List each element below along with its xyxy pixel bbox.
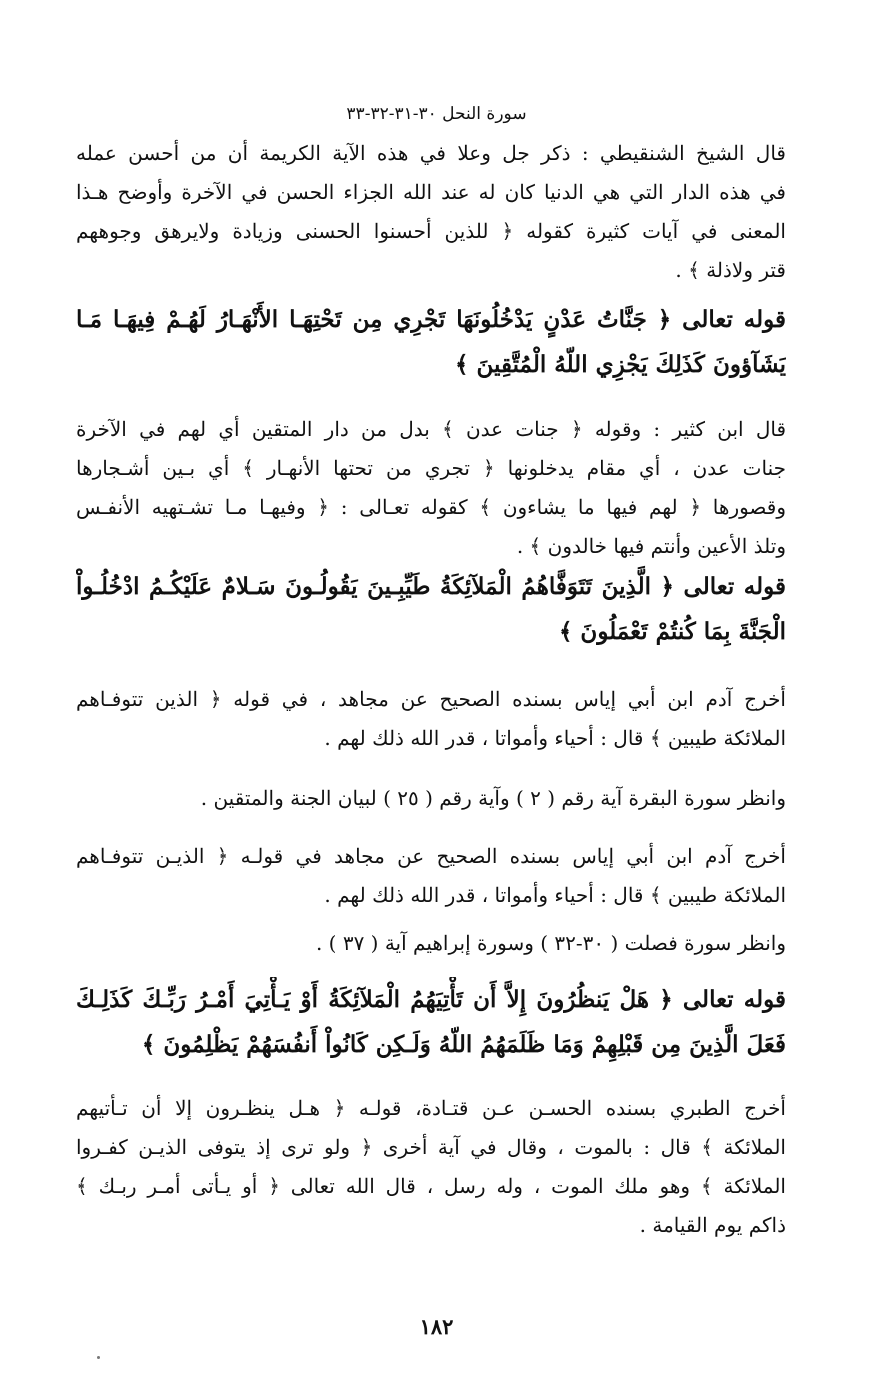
text-line: أخرج آدم ابن أبي إياس بسنده الصحيح عن مجاهد في قولـه ﴿ الذيـن تتوفـاهم <box>76 844 786 868</box>
verse-block <box>76 977 786 1067</box>
speck <box>97 1356 100 1359</box>
verse-block <box>76 564 786 654</box>
text-line: قال ابن كثير : وقوله ﴿ جنات عدن ﴾ بدل من دار المتقين أي لهم في الآخرة <box>76 417 786 441</box>
text-line: المعنى في آيات كثيرة كقوله ﴿ للذين أحسنوا الحسنى وزيادة ولايرهق وجوههم <box>76 219 786 243</box>
verse-line: قوله تعالى ﴿ الَّذِينَ تَتَوَفَّاهُمُ الْمَلآئِكَةُ طَيِّبِـينَ يَقُولُـونَ سَـلامٌ عَلَيْكُـمُ ادْخُلُـواْ <box>76 573 786 600</box>
running-header: سورة النحل ٣٠-٣١-٣٢-٣٣ <box>346 104 527 124</box>
text-line: ذاكم يوم القيامة . <box>639 1213 786 1237</box>
text-line: الملائكة ﴾ وهو ملك الموت ، وله رسل ، قال الله تعالى ﴿ أو يـأتى أمـر ربـك ﴾ <box>76 1174 786 1198</box>
text-line: قال الشيخ الشنقيطي : ذكر جل وعلا في هذه الآية الكريمة أن من أحسن عمله <box>76 141 786 165</box>
text-line: في هذه الدار التي هي الدنيا كان له عند الله الجزاء الحسن في الآخرة وأوضح هـذا <box>76 180 786 204</box>
text-line: الملائكة طيبين ﴾ قال : أحياء وأمواتا ، قدر الله ذلك لهم . <box>324 883 786 907</box>
text-line: وقصورها ﴿ لهم فيها ما يشاءون ﴾ كقوله تعـالى : ﴿ وفيهـا مـا تشـتهيه الأنفـس <box>76 495 786 519</box>
text-line: قتر ولاذلة ﴾ . <box>675 258 786 282</box>
text-line: وانظر سورة البقرة آية رقم ( ٢ ) وآية رقم ( ٢٥ ) لبيان الجنة والمتقين . <box>200 786 786 810</box>
verse-line: قوله تعالى ﴿ جَنَّاتُ عَدْنٍ يَدْخُلُونَهَا تَجْرِي مِن تَحْتِهَـا الأَنْهَـارُ لَهُـمْ فِيهَـا مَـا <box>76 306 786 333</box>
text-line: الملائكة طيبين ﴾ قال : أحياء وأمواتا ، قدر الله ذلك لهم . <box>324 726 786 750</box>
verse-line: قوله تعالى ﴿ هَلْ يَنظُرُونَ إِلاَّ أَن تَأْتِيَهُمُ الْمَلآئِكَةُ أَوْ يَـأْتِيَ أَمْـرُ رَبِّـكَ كَذَلِـكَ <box>76 986 786 1013</box>
verse-line: يَشَآؤونَ كَذَلِكَ يَجْزِي اللّهُ الْمُتَّقِينَ ﴾ <box>455 351 786 378</box>
text-line: الملائكة ﴾ قال : بالموت ، وقال في آية أخرى ﴿ ولو ترى إذ يتوفى الذيـن كفـروا <box>76 1135 786 1159</box>
paragraph <box>76 1089 786 1285</box>
verse-line: الْجَنَّةَ بِمَا كُنتُمْ تَعْمَلُونَ ﴾ <box>558 618 786 645</box>
verse-line: فَعَلَ الَّذِينَ مِن قَبْلِهِمْ وَمَا ظَلَمَهُمُ اللّهُ وَلَـكِن كَانُواْ أَنفُسَهُمْ يَظْلِمُونَ ﴾ <box>141 1031 786 1058</box>
text-line: أخرج الطبري بسنده الحسـن عـن قتـادة، قولـه ﴿ هـل ينظـرون إلا أن تـأتيهم <box>76 1096 786 1120</box>
verse-block <box>76 297 786 387</box>
text-line: وتلذ الأعين وأنتم فيها خالدون ﴾ . <box>516 534 786 558</box>
text-line: أخرج آدم ابن أبي إياس بسنده الصحيح عن مجاهد ، في قوله ﴿ الذين تتوفـاهم <box>76 687 786 711</box>
text-line: جنات عدن ، أي مقام يدخلونها ﴿ تجري من تحتها الأنهـار ﴾ أي بـين أشـجارها <box>76 456 786 480</box>
text-line: وانظر سورة فصلت ( ٣٠-٣٢ ) وسورة إبراهيم آية ( ٣٧ ) . <box>315 931 786 955</box>
page-number: ١٨٢ <box>419 1314 454 1339</box>
